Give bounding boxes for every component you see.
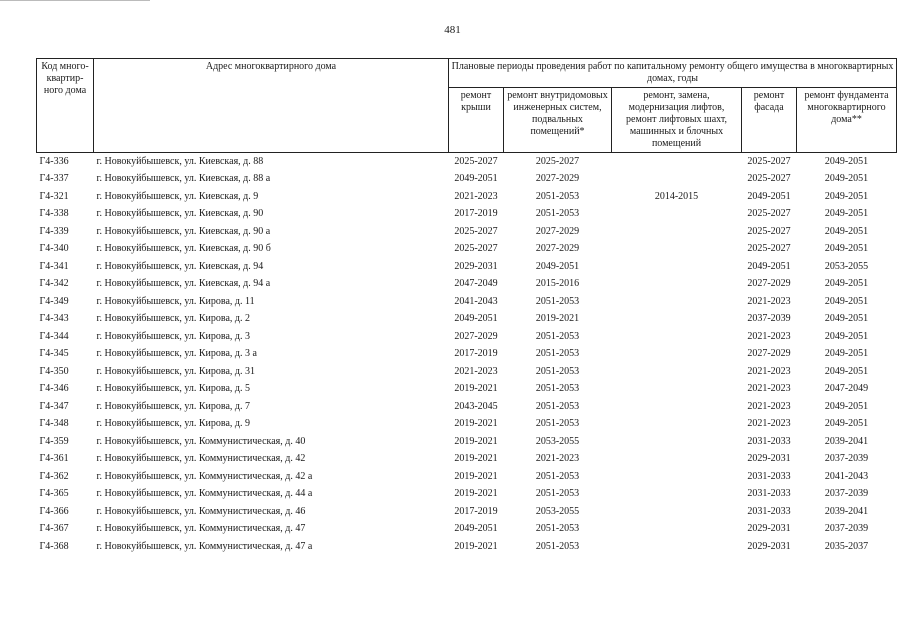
- foundation-period-cell: 2049-2051: [824, 418, 869, 430]
- systems-period-cell: 2053-2055: [535, 435, 580, 447]
- table-body: [37, 153, 897, 556]
- roof-period-cell: 2019-2021: [454, 435, 498, 447]
- lifts-period-cell: [612, 293, 742, 311]
- systems-period-cell: 2051-2053: [535, 348, 580, 360]
- code-cell: Г4-347: [39, 400, 69, 412]
- roof-period-cell: 2025-2027: [454, 225, 498, 237]
- lifts-period-cell: 2014-2015: [654, 190, 699, 202]
- lifts-period-cell: [612, 363, 742, 381]
- lifts-period-cell: [612, 258, 742, 276]
- lifts-period-cell: [612, 468, 742, 486]
- roof-period-cell: 2049-2051: [454, 313, 498, 325]
- address-cell: г. Новокуйбышевск, ул. Коммунистическая, д. 42 а: [96, 470, 313, 482]
- address-cell: г. Новокуйбышевск, ул. Коммунистическая, д. 47 а: [96, 540, 313, 552]
- foundation-period-cell: 2049-2051: [824, 243, 869, 255]
- foundation-period-cell: 2049-2051: [824, 330, 869, 342]
- code-cell: Г4-365: [39, 488, 69, 500]
- address-cell: г. Новокуйбышевск, ул. Киевская, д. 94 а: [96, 278, 271, 290]
- code-cell: Г4-341: [39, 260, 69, 272]
- foundation-period-cell: 2053-2055: [824, 260, 869, 272]
- systems-period-cell: 2051-2053: [535, 383, 580, 395]
- roof-period-cell: 2047-2049: [454, 278, 498, 290]
- facade-period-cell: 2021-2023: [747, 330, 791, 342]
- header-foundation: ремонт фундамента многоквартирного дома**: [797, 88, 897, 153]
- systems-period-cell: 2051-2053: [535, 540, 580, 552]
- systems-period-cell: 2027-2029: [535, 243, 580, 255]
- code-cell: Г4-338: [39, 208, 69, 220]
- systems-period-cell: 2015-2016: [535, 278, 580, 290]
- table-row: [37, 171, 897, 189]
- table-row: [37, 503, 897, 521]
- facade-period-cell: 2025-2027: [747, 243, 791, 255]
- foundation-period-cell: 2049-2051: [824, 155, 869, 167]
- lifts-period-cell: [612, 416, 742, 434]
- lifts-period-cell: [612, 381, 742, 399]
- table-row: [37, 153, 897, 171]
- code-cell: Г4-368: [39, 540, 69, 552]
- foundation-period-cell: 2049-2051: [824, 295, 869, 307]
- lifts-period-cell: [612, 398, 742, 416]
- address-cell: г. Новокуйбышевск, ул. Коммунистическая, д. 47: [96, 523, 306, 535]
- roof-period-cell: 2019-2021: [454, 540, 498, 552]
- systems-period-cell: 2051-2053: [535, 418, 580, 430]
- table-row: [37, 346, 897, 364]
- address-cell: г. Новокуйбышевск, ул. Киевская, д. 88: [96, 155, 264, 167]
- lifts-period-cell: [612, 521, 742, 539]
- code-cell: Г4-366: [39, 505, 69, 517]
- lifts-period-cell: [612, 171, 742, 189]
- facade-period-cell: 2049-2051: [747, 260, 791, 272]
- roof-period-cell: 2021-2023: [454, 365, 498, 377]
- roof-period-cell: 2019-2021: [454, 470, 498, 482]
- facade-period-cell: 2031-2033: [747, 505, 791, 517]
- facade-period-cell: 2031-2033: [747, 470, 791, 482]
- foundation-period-cell: 2049-2051: [824, 278, 869, 290]
- address-cell: г. Новокуйбышевск, ул. Коммунистическая, д. 44 а: [96, 488, 313, 500]
- foundation-period-cell: 2049-2051: [824, 348, 869, 360]
- lifts-period-cell: [612, 241, 742, 259]
- facade-period-cell: 2025-2027: [747, 173, 791, 185]
- table-row: [37, 258, 897, 276]
- table-row: [37, 241, 897, 259]
- code-cell: Г4-359: [39, 435, 69, 447]
- roof-period-cell: 2017-2019: [454, 505, 498, 517]
- facade-period-cell: 2031-2033: [747, 488, 791, 500]
- systems-period-cell: 2027-2029: [535, 173, 580, 185]
- address-cell: г. Новокуйбышевск, ул. Киевская, д. 90: [96, 208, 264, 220]
- roof-period-cell: 2021-2023: [454, 190, 498, 202]
- foundation-period-cell: 2037-2039: [824, 488, 869, 500]
- code-cell: Г4-361: [39, 453, 69, 465]
- lifts-period-cell: [612, 206, 742, 224]
- table-row: [37, 381, 897, 399]
- lifts-period-cell: [612, 346, 742, 364]
- systems-period-cell: 2051-2053: [535, 190, 580, 202]
- roof-period-cell: 2017-2019: [454, 348, 498, 360]
- roof-period-cell: 2019-2021: [454, 488, 498, 500]
- table-row: [37, 293, 897, 311]
- systems-period-cell: 2051-2053: [535, 208, 580, 220]
- address-cell: г. Новокуйбышевск, ул. Киевская, д. 90 а: [96, 225, 271, 237]
- facade-period-cell: 2029-2031: [747, 453, 791, 465]
- systems-period-cell: 2027-2029: [535, 225, 580, 237]
- capital-repair-table: [36, 58, 897, 556]
- roof-period-cell: 2025-2027: [454, 243, 498, 255]
- address-cell: г. Новокуйбышевск, ул. Киевская, д. 9: [96, 190, 259, 202]
- code-cell: Г4-339: [39, 225, 69, 237]
- code-cell: Г4-344: [39, 330, 69, 342]
- foundation-period-cell: 2049-2051: [824, 173, 869, 185]
- facade-period-cell: 2021-2023: [747, 295, 791, 307]
- foundation-period-cell: 2049-2051: [824, 365, 869, 377]
- foundation-period-cell: 2049-2051: [824, 313, 869, 325]
- foundation-period-cell: 2049-2051: [824, 208, 869, 220]
- address-cell: г. Новокуйбышевск, ул. Кирова, д. 3 а: [96, 348, 257, 360]
- address-cell: г. Новокуйбышевск, ул. Киевская, д. 94: [96, 260, 264, 272]
- facade-period-cell: 2027-2029: [747, 278, 791, 290]
- table-row: [37, 398, 897, 416]
- lifts-period-cell: [612, 311, 742, 329]
- roof-period-cell: 2019-2021: [454, 453, 498, 465]
- systems-period-cell: 2021-2023: [535, 453, 580, 465]
- systems-period-cell: 2051-2053: [535, 330, 580, 342]
- facade-period-cell: 2027-2029: [747, 348, 791, 360]
- foundation-period-cell: 2035-2037: [824, 540, 869, 552]
- table-row: [37, 538, 897, 556]
- roof-period-cell: 2041-2043: [454, 295, 498, 307]
- foundation-period-cell: 2039-2041: [824, 505, 869, 517]
- foundation-period-cell: 2041-2043: [824, 470, 869, 482]
- address-cell: г. Новокуйбышевск, ул. Коммунистическая, д. 46: [96, 505, 306, 517]
- code-cell: Г4-350: [39, 365, 69, 377]
- table-row: [37, 328, 897, 346]
- code-cell: Г4-343: [39, 313, 69, 325]
- address-cell: г. Новокуйбышевск, ул. Коммунистическая, д. 40: [96, 435, 306, 447]
- address-cell: г. Новокуйбышевск, ул. Коммунистическая, д. 42: [96, 453, 306, 465]
- code-cell: Г4-348: [39, 418, 69, 430]
- page-top-rule: [0, 0, 150, 1]
- systems-period-cell: 2051-2053: [535, 400, 580, 412]
- address-cell: г. Новокуйбышевск, ул. Кирова, д. 9: [96, 418, 251, 430]
- roof-period-cell: 2029-2031: [454, 260, 498, 272]
- table-row: [37, 206, 897, 224]
- foundation-period-cell: 2047-2049: [824, 383, 869, 395]
- roof-period-cell: 2017-2019: [454, 208, 498, 220]
- facade-period-cell: 2031-2033: [747, 435, 791, 447]
- systems-period-cell: 2051-2053: [535, 470, 580, 482]
- foundation-period-cell: 2037-2039: [824, 453, 869, 465]
- facade-period-cell: 2025-2027: [747, 155, 791, 167]
- foundation-period-cell: 2049-2051: [824, 225, 869, 237]
- code-cell: Г4-362: [39, 470, 69, 482]
- table-row: [37, 223, 897, 241]
- code-cell: Г4-336: [39, 155, 69, 167]
- table-row: [37, 451, 897, 469]
- header-code: Код много-квартир-ного дома: [37, 59, 94, 153]
- table-row: [37, 311, 897, 329]
- facade-period-cell: 2049-2051: [747, 190, 791, 202]
- facade-period-cell: 2029-2031: [747, 523, 791, 535]
- header-systems: ремонт внутридомовых инженерных систем, подвальных помещений*: [504, 88, 612, 153]
- table-row: [37, 188, 897, 206]
- roof-period-cell: 2043-2045: [454, 400, 498, 412]
- lifts-period-cell: [612, 451, 742, 469]
- foundation-period-cell: 2039-2041: [824, 435, 869, 447]
- table-row: [37, 416, 897, 434]
- address-cell: г. Новокуйбышевск, ул. Кирова, д. 31: [96, 365, 256, 377]
- facade-period-cell: 2037-2039: [747, 313, 791, 325]
- table-row: [37, 276, 897, 294]
- header-periods-group: Плановые периоды проведения работ по капитальному ремонту общего имущества в многоквартирных домах, годы: [449, 59, 897, 88]
- systems-period-cell: 2051-2053: [535, 365, 580, 377]
- address-cell: г. Новокуйбышевск, ул. Кирова, д. 2: [96, 313, 251, 325]
- lifts-period-cell: [612, 486, 742, 504]
- lifts-period-cell: [612, 433, 742, 451]
- header-lifts: ремонт, замена, модернизация лифтов, ремонт лифтовых шахт, машинных и блочных помещений: [612, 88, 742, 153]
- code-cell: Г4-349: [39, 295, 69, 307]
- systems-period-cell: 2019-2021: [535, 313, 580, 325]
- foundation-period-cell: 2049-2051: [824, 400, 869, 412]
- header-facade: ремонт фасада: [742, 88, 797, 153]
- header-roof: ремонт крыши: [449, 88, 504, 153]
- roof-period-cell: 2049-2051: [454, 523, 498, 535]
- facade-period-cell: 2021-2023: [747, 365, 791, 377]
- systems-period-cell: 2049-2051: [535, 260, 580, 272]
- table-row: [37, 468, 897, 486]
- lifts-period-cell: [612, 223, 742, 241]
- lifts-period-cell: [612, 503, 742, 521]
- lifts-period-cell: [612, 153, 742, 171]
- lifts-period-cell: [612, 538, 742, 556]
- address-cell: г. Новокуйбышевск, ул. Кирова, д. 7: [96, 400, 251, 412]
- foundation-period-cell: 2049-2051: [824, 190, 869, 202]
- systems-period-cell: 2025-2027: [535, 155, 580, 167]
- roof-period-cell: 2025-2027: [454, 155, 498, 167]
- lifts-period-cell: [612, 276, 742, 294]
- table-row: [37, 486, 897, 504]
- code-cell: Г4-346: [39, 383, 69, 395]
- code-cell: Г4-345: [39, 348, 69, 360]
- address-cell: г. Новокуйбышевск, ул. Кирова, д. 3: [96, 330, 251, 342]
- facade-period-cell: 2021-2023: [747, 400, 791, 412]
- facade-period-cell: 2025-2027: [747, 225, 791, 237]
- code-cell: Г4-342: [39, 278, 69, 290]
- roof-period-cell: 2027-2029: [454, 330, 498, 342]
- table-row: [37, 433, 897, 451]
- systems-period-cell: 2051-2053: [535, 488, 580, 500]
- code-cell: Г4-321: [39, 190, 69, 202]
- code-cell: Г4-340: [39, 243, 69, 255]
- facade-period-cell: 2021-2023: [747, 418, 791, 430]
- address-cell: г. Новокуйбышевск, ул. Киевская, д. 88 а: [96, 173, 271, 185]
- address-cell: г. Новокуйбышевск, ул. Кирова, д. 5: [96, 383, 251, 395]
- systems-period-cell: 2051-2053: [535, 295, 580, 307]
- systems-period-cell: 2051-2053: [535, 523, 580, 535]
- facade-period-cell: 2029-2031: [747, 540, 791, 552]
- code-cell: Г4-367: [39, 523, 69, 535]
- lifts-period-cell: [612, 328, 742, 346]
- roof-period-cell: 2019-2021: [454, 418, 498, 430]
- header-address: Адрес многоквартирного дома: [94, 59, 449, 153]
- foundation-period-cell: 2037-2039: [824, 523, 869, 535]
- table-row: [37, 363, 897, 381]
- systems-period-cell: 2053-2055: [535, 505, 580, 517]
- roof-period-cell: 2049-2051: [454, 173, 498, 185]
- table-row: [37, 521, 897, 539]
- facade-period-cell: 2021-2023: [747, 383, 791, 395]
- facade-period-cell: 2025-2027: [747, 208, 791, 220]
- roof-period-cell: 2019-2021: [454, 383, 498, 395]
- code-cell: Г4-337: [39, 173, 69, 185]
- address-cell: г. Новокуйбышевск, ул. Кирова, д. 11: [96, 295, 255, 307]
- page-number: 481: [444, 24, 461, 36]
- address-cell: г. Новокуйбышевск, ул. Киевская, д. 90 б: [96, 243, 271, 255]
